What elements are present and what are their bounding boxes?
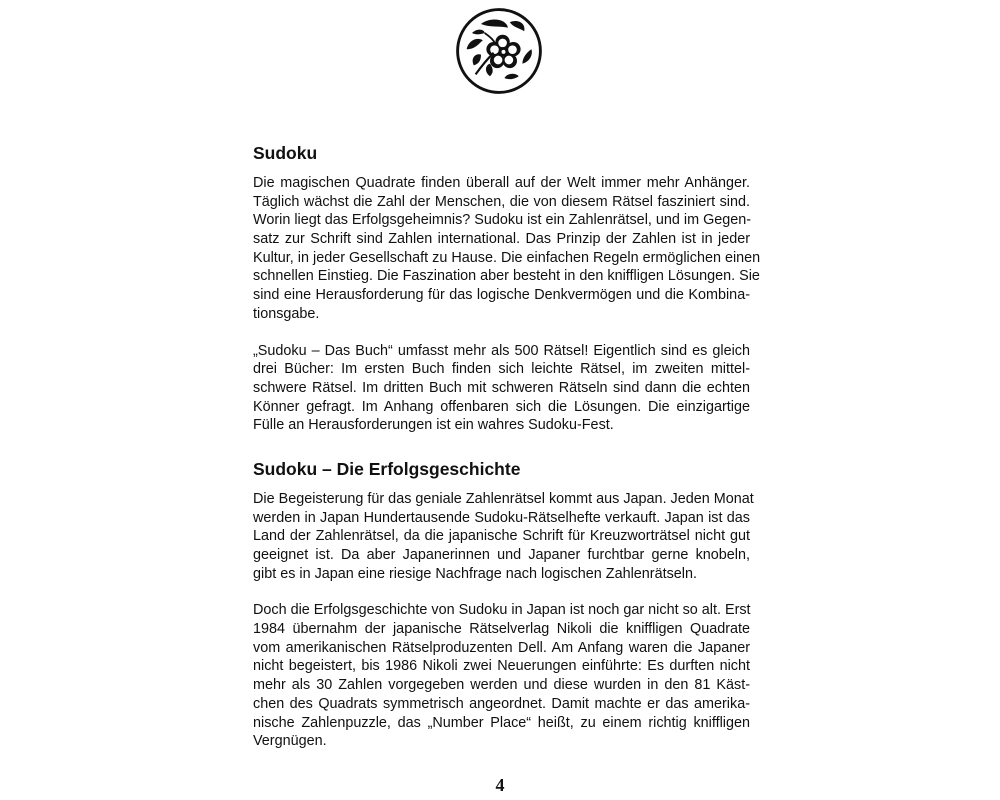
text-line: schnellen Einstieg. Die Faszination aber besteht in den kniffligen Lösungen. Sie [253, 268, 760, 285]
text-line: Könner gefragt. Im Anhang offenbaren sich die Lösungen. Die einzigartige [253, 398, 750, 415]
text-line: Die Begeisterung für das geniale Zahlenrätsel kommt aus Japan. Jeden Monat [253, 490, 754, 507]
paragraph [253, 601, 750, 751]
page-number: 4 [495, 775, 505, 795]
text-line: sind eine Herausforderung für das logische Denkvermögen und die Kombina- [253, 287, 750, 304]
text-line: „Sudoku – Das Buch“ umfasst mehr als 500 Rätsel! Eigentlich sind es gleich [253, 342, 750, 359]
text-line: schwere Rätsel. Im dritten Buch mit schweren Rätseln sind dann die echten [253, 379, 750, 396]
text-line: vom amerikanischen Rätselproduzenten Dell. Am Anfang waren die Japaner [253, 639, 750, 656]
text-line: Täglich wächst die Zahl der Menschen, die von diesem Rätsel fasziniert sind. [253, 193, 750, 210]
section-heading-sudoku: Sudoku [253, 143, 318, 163]
text-line: nicht begeistert, bis 1986 Nikoli zwei Neuerungen einführte: Es durften nicht [253, 658, 750, 675]
text-column [253, 139, 761, 751]
section-heading-erfolgsgeschichte: Sudoku – Die Erfolgsgeschichte [253, 458, 521, 479]
paragraph [253, 342, 750, 435]
text-line: gibt es in Japan eine riesige Nachfrage nach logischen Zahlenrätseln. [253, 565, 697, 582]
text-line: 1984 übernahm der japanische Rätselverlag Nikoli die kniffligen Quadrate [253, 621, 750, 638]
paragraph [253, 490, 754, 583]
paragraph [253, 174, 761, 324]
text-line: mehr als 30 Zahlen vorgegeben werden und diese wurden in den 81 Käst- [253, 677, 750, 694]
floral-crest-icon [454, 6, 544, 96]
text-line: Doch die Erfolgsgeschichte von Sudoku in Japan ist noch gar nicht so alt. Erst [253, 602, 751, 619]
text-line: Worin liegt das Erfolgsgeheimnis? Sudoku ist ein Zahlenrätsel, und im Gegen- [253, 212, 752, 229]
text-line: Kultur, in jeder Gesellschaft zu Hause. Die einfachen Regeln ermöglichen einen [253, 249, 761, 266]
text-line: Die magischen Quadrate finden überall auf der Welt immer mehr Anhänger. [253, 175, 750, 191]
text-line: geeignet ist. Da aber Japanerinnen und Japaner furchtbar gerne knobeln, [253, 547, 750, 563]
text-line: tionsgabe. [253, 305, 320, 322]
text-line: nische Zahlenpuzzle, das „Number Place“ heißt, zu einem richtig kniffligen [253, 714, 750, 731]
text-line: drei Bücher: Im ersten Buch finden sich leichte Rätsel, im zweiten mittel- [253, 361, 750, 378]
text-line: chen des Quadrats symmetrisch angeordnet. Damit machte er das amerika- [253, 695, 750, 712]
text-line: satz zur Schrift sind Zahlen international. Das Prinzip der Zahlen ist in jeder [253, 231, 750, 248]
text-line: Fülle an Herausforderungen ist ein wahres Sudoku-Fest. [253, 417, 614, 434]
text-line: Land der Zahlenrätsel, da die japanische Schrift für Kreuzworträtsel nicht gut [253, 528, 750, 545]
text-line: werden in Japan Hundertausende Sudoku-Rätselhefte verkauft. Japan ist das [253, 509, 750, 526]
text-line: Vergnügen. [253, 733, 327, 750]
